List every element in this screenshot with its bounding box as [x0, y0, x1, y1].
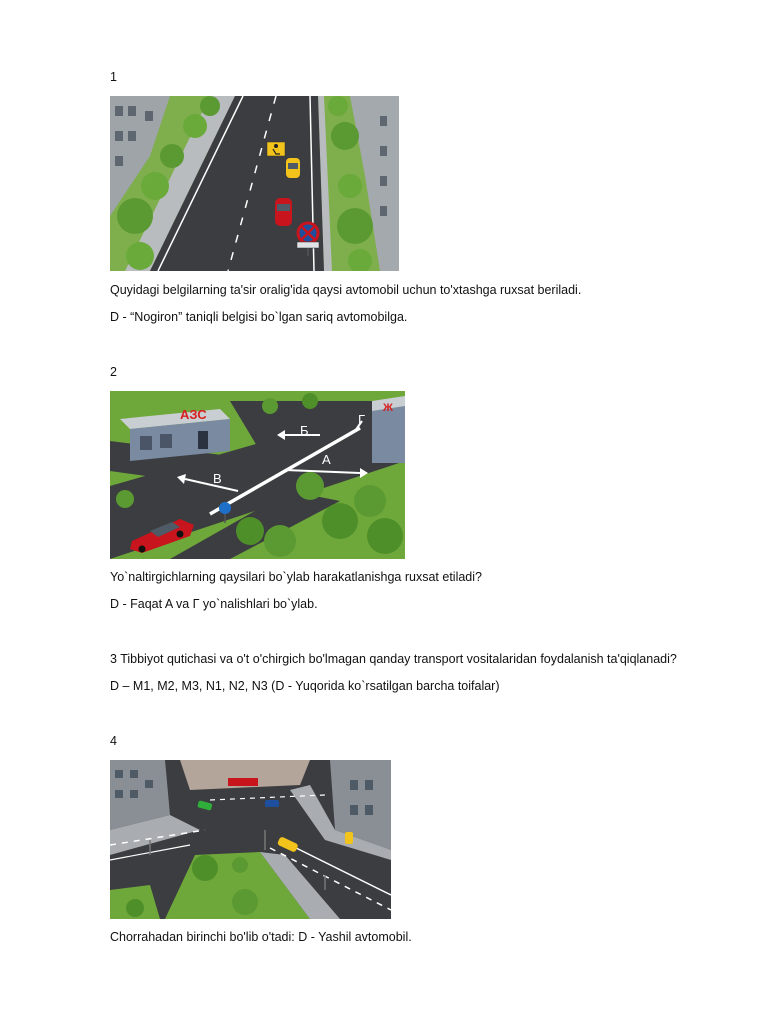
question-1-text: Quyidagi belgilarning ta'sir oralig'ida qaysi avtomobil uchun to'xtashga ruxsat beriladi. [110, 283, 582, 297]
question-2-image [110, 391, 405, 559]
question-1-answer: D - “Nogiron” taniqli belgisi bo`lgan sariq avtomobilga. [110, 310, 408, 324]
arrow-g-label: Г [358, 412, 366, 427]
question-2-number: 2 [110, 365, 117, 379]
question-4-image [110, 760, 391, 919]
question-1-number: 1 [110, 70, 117, 84]
question-2-answer: D - Faqat A va Г yo`nalishlari bo`ylab. [110, 597, 318, 611]
question-3-answer: D – M1, M2, M3, N1, N2, N3 (D - Yuqorida ko`rsatilgan barcha toifalar) [110, 679, 500, 693]
question-1-image [110, 96, 399, 271]
arrow-v-label: В [213, 471, 222, 486]
gas-station-label: АЗС [180, 407, 207, 422]
question-3-text: 3 Tibbiyot qutichasi va o't o'chirgich bo'lmagan qanday transport vositalaridan foydalanish ta'qiqlanadi? [110, 652, 677, 666]
question-2-text: Yo`naltirgichlarning qaysilari bo`ylab harakatlanishga ruxsat etiladi? [110, 570, 482, 584]
svg-text:Ж: Ж [383, 402, 393, 414]
arrow-a-label: А [322, 452, 331, 467]
arrow-b-label: Б [300, 423, 309, 438]
question-4-number: 4 [110, 734, 117, 748]
question-4-text: Chorrahadan birinchi bo'lib o'tadi: D - Yashil avtomobil. [110, 930, 412, 944]
